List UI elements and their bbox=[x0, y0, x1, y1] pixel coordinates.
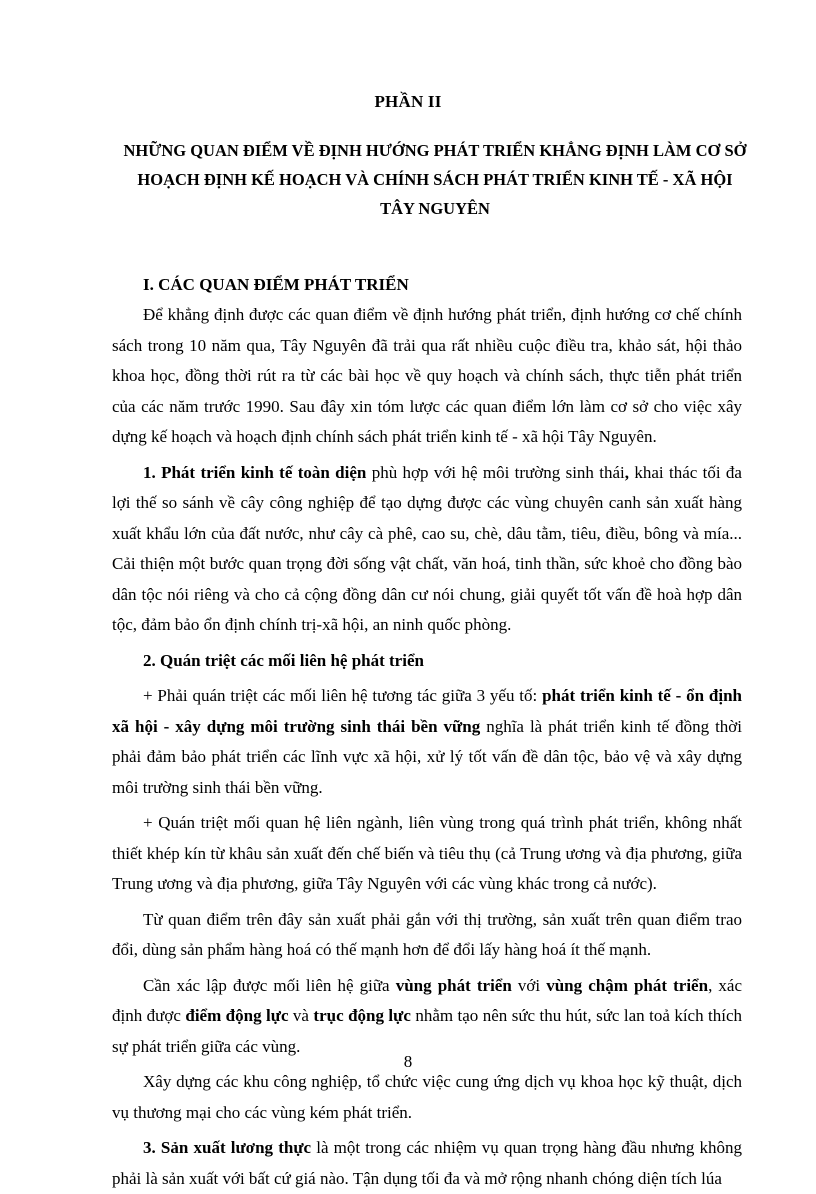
p2d-text-2: với bbox=[511, 975, 547, 995]
paragraph-1-text-b: khai thác tối đa lợi thế so sánh về cây công nghiệp để tạo dựng được các vùng chuyên canh sản xuất hàng xuất khẩu lớn của đất nước, như cây cà phê, cao su, chè, dâu tằm, tiêu, điều, bông và mía... Cải thiện một bước quan trọng đời sống vật chất, văn hoá, tinh thần, sức khoẻ cho đồng bào dân tộc nói riêng và cho cả cộng đồng dân cư nói chung, giải quyết tốt vấn đề hoà hợp dân tộc, đảm bảo ổn định chính trị-xã hội, an ninh quốc phòng. bbox=[112, 462, 742, 634]
part-title: PHẦN II bbox=[374, 92, 442, 111]
paragraph-1-text-a: phù hợp với hệ môi trường sinh thái bbox=[366, 462, 625, 482]
paragraph-1-heading: 1. Phát triển kinh tế toàn diện bbox=[143, 462, 367, 482]
paragraph-3 bbox=[112, 1133, 742, 1194]
paragraph-2a-start: + Phải quán triệt các mối liên hệ tương tác giữa 3 yếu tố: bbox=[143, 686, 543, 705]
paragraph-3-heading: 3. Sản xuất lương thực bbox=[143, 1138, 312, 1157]
p2d-bold-1: vùng phát triển bbox=[395, 975, 512, 995]
intro-paragraph: Để khẳng định được các quan điểm về định hướng phát triển, định hướng cơ chế chính sách trong 10 năm qua, Tây Nguyên đã trải qua rất nhiều cuộc điều tra, khảo sát, hội thảo khoa học, đồng thời rút ra từ các bài học về quy hoạch và chính sách, thực tiễn phát triển của các năm trước 1990. Sau đây xin tóm lược các quan điểm lớn làm cơ sở cho việc xây dựng kế hoạch và hoạch định chính sách phát triển kinh tế - xã hội Tây Nguyên. bbox=[112, 305, 742, 446]
paragraph-2a-bold: phát triển kinh tế - ổn định xã hội - xây dựng môi trường sinh thái bền vững bbox=[112, 686, 742, 736]
paragraph-1-comma: , bbox=[624, 462, 630, 482]
paragraph-1 bbox=[112, 458, 742, 641]
subheading-2: 2. Quán triệt các mối liên hệ phát triển bbox=[143, 650, 424, 670]
paragraph-2-heading bbox=[112, 646, 742, 677]
section-heading: I. CÁC QUAN ĐIỂM PHÁT TRIỂN bbox=[143, 275, 409, 294]
paragraph-3-text: là một trong các nhiệm vụ quan trọng hàng đầu nhưng không phải là sản xuất với bất cứ giá nào. Tận dụng tối đa và mở rộng nhanh chóng diện tích lúa bbox=[112, 1138, 743, 1188]
paragraph-2a-rest: nghĩa là phát triển kinh tế đồng thời phải đảm bảo phát triển các lĩnh vực xã hội, xử lý tốt vấn đề dân tộc, bảo vệ và xây dựng môi trường sinh thái bền vững. bbox=[112, 716, 742, 797]
page-number: 8 bbox=[403, 1052, 413, 1071]
p2d-bold-2: vùng chậm phát triển bbox=[546, 975, 709, 995]
document-title: NHỮNG QUAN ĐIỂM VỀ ĐỊNH HƯỚNG PHÁT TRIỂN KHẲNG ĐỊNH LÀM CƠ SỞ HOẠCH ĐỊNH KẾ HOẠCH VÀ CHÍNH SÁCH PHÁT TRIỂN KINH TẾ - XÃ HỘI TÂY NGUYÊN bbox=[123, 141, 747, 218]
p2d-bold-4: trục động lực bbox=[313, 1006, 411, 1025]
p2d-bold-3: điểm động lực bbox=[185, 1006, 289, 1025]
p2d-text-3: , xác định được bbox=[112, 975, 742, 1025]
p2d-text-4: và bbox=[288, 1006, 314, 1025]
p2d-text-5: nhằm tạo nên sức thu hút, sức lan toả kích thích sự phát triển giữa các vùng. bbox=[112, 1006, 743, 1056]
p2d-text-1: Cần xác lập được mối liên hệ giữa bbox=[143, 975, 396, 995]
paragraph-2c: Từ quan điểm trên đây sản xuất phải gắn với thị trường, sản xuất trên quan điểm trao đổi, dùng sản phẩm hàng hoá có thế mạnh hơn để đổi lấy hàng hoá ít thế mạnh. bbox=[112, 909, 742, 959]
paragraph-2b: + Quán triệt mối quan hệ liên ngành, liên vùng trong quá trình phát triển, không nhất thiết khép kín từ khâu sản xuất đến chế biến và tiêu thụ (cả Trung ương và địa phương, giữa Trung ương và địa phương, giữa Tây Nguyên với các vùng khác trong cả nước). bbox=[112, 813, 742, 893]
paragraph-2a bbox=[112, 681, 742, 803]
paragraph-2e: Xây dựng các khu công nghiệp, tổ chức việc cung ứng dịch vụ khoa học kỹ thuật, dịch vụ thương mại cho các vùng kém phát triển. bbox=[112, 1072, 742, 1122]
paragraph-2d bbox=[112, 971, 742, 1063]
